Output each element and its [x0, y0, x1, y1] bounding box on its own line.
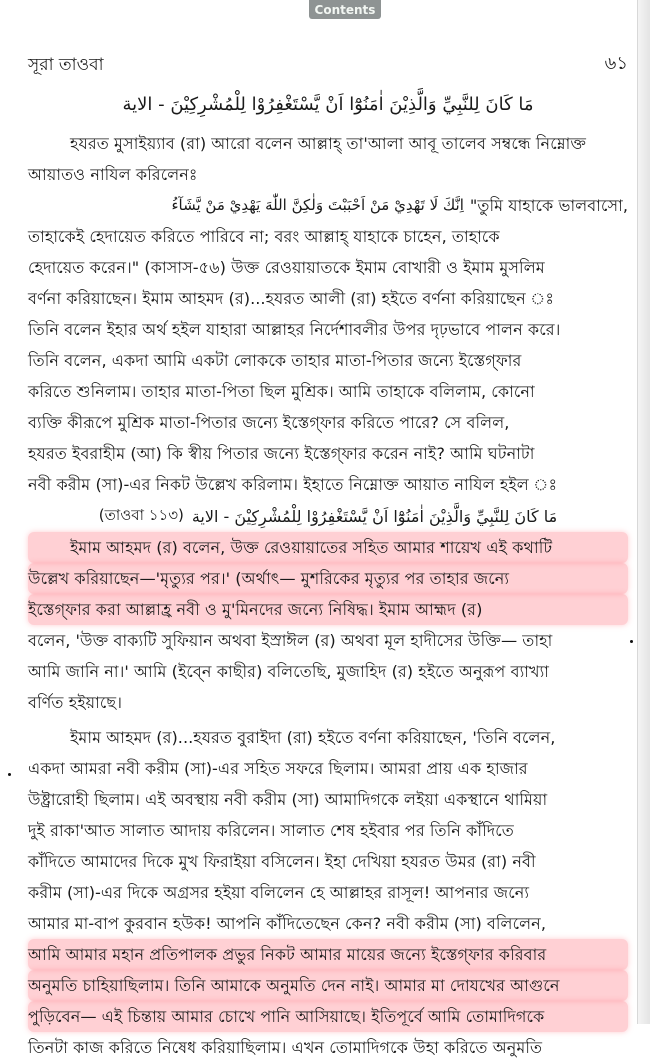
text-line: ব্যক্তি কীরূপে মুশ্রিক মাতা-পিতার জন্যে ইস্তেগ্ফার করিতে পারে? সে বলিল,	[28, 413, 510, 432]
text-line: ইমাম আহমদ (র)...হযরত বুরাইদা (রা) হইতে বর্ণনা করিয়াছেন, 'তিনি বলেন,	[70, 728, 556, 747]
arabic-quote: اِنَّكَ لَا تَهْدِيْ مَنْ اَحْبَبْتَ وَلٰكِنَّ اللّٰهَ يَهْدِيْ مَنْ يَّشَآءُ	[171, 196, 464, 214]
text-line: আয়াতও নাযিল করিলেনঃ	[28, 165, 198, 184]
paragraph-1	[28, 128, 628, 190]
highlighted-line: উল্লেখ করিয়াছেন—'মৃত্যুর পর।' (অর্থাৎ— মুশরিকের মৃত্যুর পর তাহার জন্যে	[28, 563, 628, 594]
highlighted-line: ইস্তেগ্ফার করা আল্লাহ্র নবী ও মু'মিনদের জন্যে নিষিদ্ধ। ইমাম আহ্মদ (র)	[28, 594, 628, 625]
highlighted-line: পুড়িবেন— এই চিন্তায় আমার চোখে পানি আসিয়াছে। ইতিপূর্বে আমি তোমাদিগকে	[28, 1001, 628, 1032]
text-line: তিনি বলেন, একদা আমি একটা লোককে তাহার মাতা-পিতার জন্যে ইস্তেগ্ফার	[28, 351, 522, 370]
ayah-quote-2	[28, 500, 628, 532]
highlighted-line: অনুমতি চাহিয়াছিলাম। তিনি আমাকে অনুমতি দেন নাই। আমার মা দোযখের আগুনে	[28, 970, 628, 1001]
text-line: বর্ণনা করিয়াছেন। ইমাম আহমদ (র)...হযরত আলী (রা) হইতে বর্ণনা করিয়াছেন ঃ	[28, 289, 555, 308]
text-line: নবী করীম (সা)-এর নিকট উল্লেখ করিলাম। ইহাতে নিম্নোক্ত আয়াত নাযিল হইল ঃ	[28, 475, 558, 494]
text-line: আমি জানি না।' আমি (ইব্নে কাছীর) বলিতেছি, মুজাহিদ (র) হইতে অনুরূপ ব্যাখ্যা	[28, 662, 549, 681]
margin-dot	[8, 773, 11, 776]
contents-button[interactable]: Contents	[309, 0, 381, 19]
text-line: আমার মা-বাপ কুরবান হউক! আপনি কাঁদিতেছেন কেন? নবী করীম (সা) বলিলেন,	[28, 914, 546, 933]
margin-dot	[630, 640, 633, 643]
text-line: করিতে শুনিলাম। তাহার মাতা-পিতা ছিল মুশ্রিক। আমি তাহাকে বলিলাম, কোনো	[28, 382, 535, 401]
paragraph-4	[28, 722, 628, 1063]
text-line: হেদায়েত করেন।" (কাসাস-৫৬) উক্ত রেওয়ায়াতকে ইমাম বোখারী ও ইমাম মুসলিম	[28, 258, 545, 277]
book-page	[28, 52, 628, 1063]
paragraph-3	[28, 532, 628, 718]
text-line	[28, 190, 628, 221]
text-line: হযরত মুসাইয়্যাব (রা) আরো বলেন আল্লাহ্ তা'আলা আবূ তালেব সম্বন্ধে নিম্নোক্ত	[70, 134, 587, 153]
text-line: একদা আমরা নবী করীম (সা)-এর সহিত সফরে ছিলাম। আমরা প্রায় এক হাজার	[28, 759, 528, 778]
ayah-arabic: مَا كَانَ لِلنَّبِيِّ وَالَّذِيْنَ اٰمَنُوْٓا اَنْ يَّسْتَغْفِرُوْا لِلْمُشْرِكِيْنَ - الاية	[191, 506, 558, 526]
text-line: করীম (সা)-এর দিকে অগ্রসর হইয়া বলিলেন হে আল্লাহর রাসূল! আপনার জন্যে	[28, 883, 530, 902]
highlighted-line: আমি আমার মহান প্রতিপালক প্রভুর নিকট আমার মায়ের জন্যে ইস্তেগ্ফার করিবার	[28, 939, 628, 970]
ayah-reference: (তাওবা ১১৩)	[98, 505, 184, 524]
text-line: তিনি বলেন ইহার অর্থ হইল যাহারা আল্লাহর নির্দেশাবলীর উপর দৃঢ়ভাবে পালন করে।	[28, 320, 561, 339]
surah-name: সূরা তাওবা	[28, 55, 104, 75]
highlighted-line: ইমাম আহমদ (র) বলেন, উক্ত রেওয়ায়াতের সহিত আমার শায়েখ এই কথাটি	[28, 532, 628, 563]
paragraph-2	[28, 190, 628, 500]
text-line: হযরত ইবরাহীম (আ) কি স্বীয় পিতার জন্যে ইস্তেগ্ফার করেন নাই? আমি ঘটনাটা	[28, 444, 535, 463]
text-line: বলেন, 'উক্ত বাক্যটি সুফিয়ান অথবা ইস্রাঈল (র) অথবা মূল হাদীসের উক্তি— তাহা	[28, 631, 553, 650]
text-line: তাহাকেই হেদায়েত করিতে পারিবে না; বরং আল্লাহ্ যাহাকে চাহেন, তাহাকে	[28, 227, 500, 246]
text-line: বর্ণিত হইয়াছে।	[28, 693, 122, 712]
page-edge	[637, 0, 650, 1024]
page-number: ৬১	[604, 53, 628, 74]
text-line: উষ্ট্রারোহী ছিলাম। এই অবস্থায় নবী করীম (সা) আমাদিগকে লইয়া একস্থানে থামিয়া	[28, 790, 548, 809]
text-line-tail: "তুমি যাহাকে ভালবাসো,	[469, 196, 628, 215]
ayah-heading: مَا كَانَ لِلنَّبِيِّ وَالَّذِيْنَ اٰمَنُوْٓا اَنْ يَّسْتَغْفِرُوْا لِلْمُشْرِكِيْنَ - الاية	[122, 94, 534, 115]
text-line: তিনটা কাজ করিতে নিষেধ করিয়াছিলাম। এখন তোমাদিগকে উহা করিতে অনুমতি	[28, 1038, 543, 1057]
text-line: দুই রাকা'আত সালাত আদায় করিলেন। সালাত শেষ হইবার পর তিনি কাঁদিতে	[28, 821, 514, 840]
text-line: কাঁদিতে আমাদের দিকে মুখ ফিরাইয়া বসিলেন। ইহা দেখিয়া হযরত উমর (রা) নবী	[28, 852, 536, 871]
running-header	[28, 52, 628, 80]
